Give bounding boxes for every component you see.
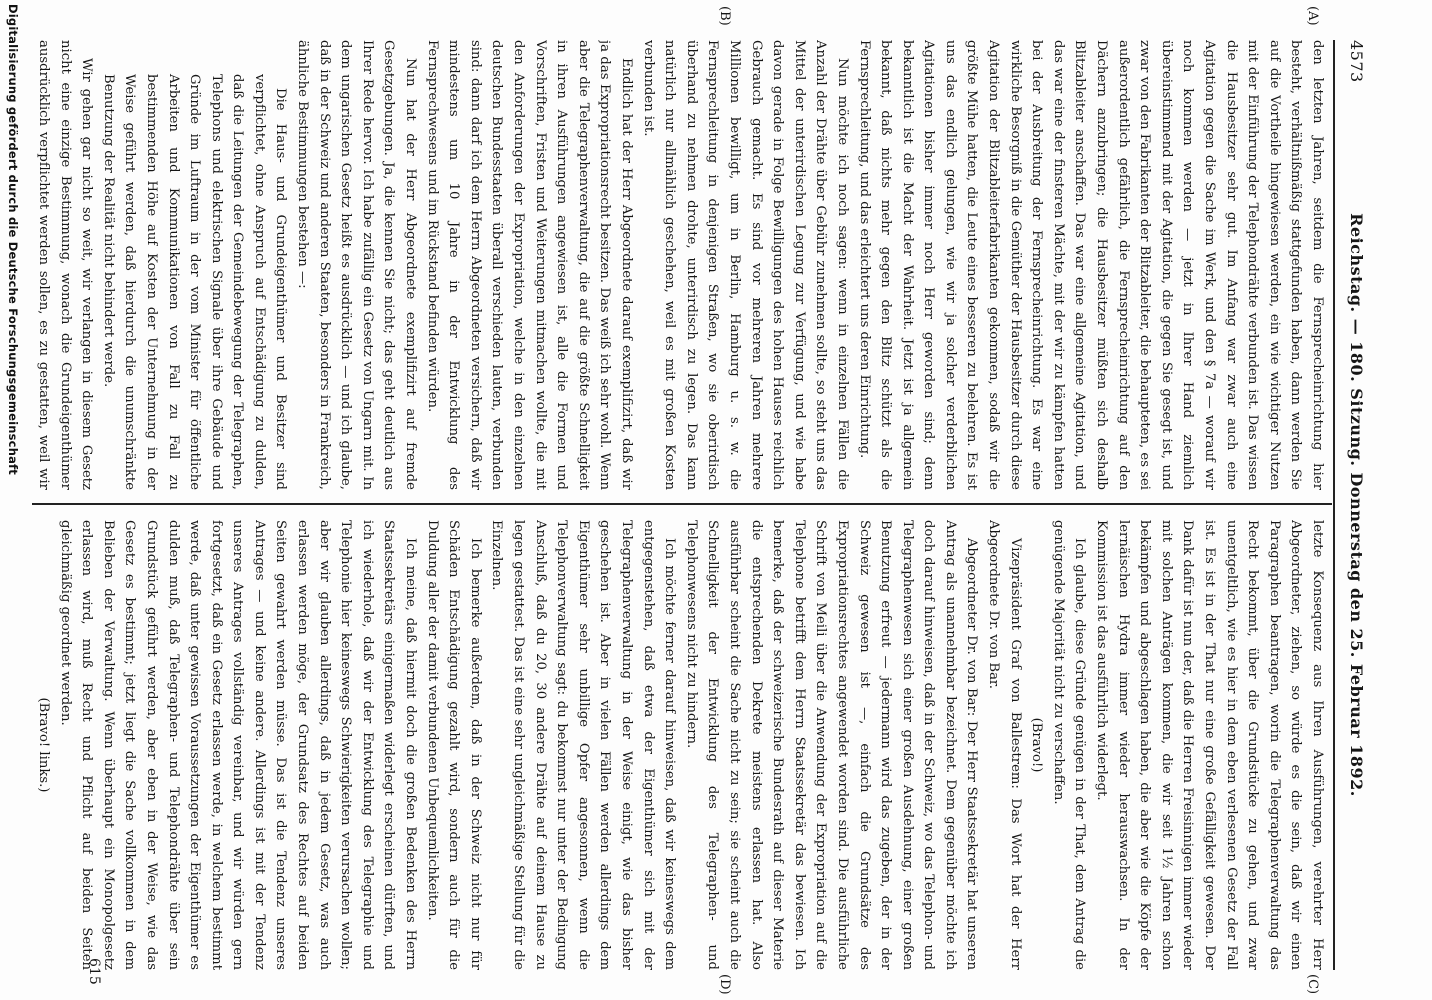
paragraph: Ich glaube, diese Gründe genügen in der That, dem Antrag die genügende Majorität nicht zu verschaffen. bbox=[1050, 520, 1088, 970]
paragraph: Wir gehen gar nicht so weit, wir verlangen in diesem Gesetz nicht eine einzige Bestimmung, wonach die Grundeigenthümer ausdrücklich verpflichtet werden sollen, es zu gestatten, weil wir bbox=[35, 40, 95, 490]
page-header bbox=[1336, 40, 1372, 970]
left-column bbox=[28, 40, 1328, 490]
digitization-watermark bbox=[0, 0, 42, 1000]
paragraph: Ich möchte ferner darauf hinweisen, daß wir keineswegs dem entgegenstehen, daß etwa der Eigenthümer sich mit der Telegraphenverwaltung in der Weise einigt, wie das bisher geschehen ist. Aber in vielen Fällen werden allerdings dem Eigenthümer sehr unbillige Opfer angesonnen, wenn die Telephonverwaltung sagt: du bekommst nur unter der Bedingung Anschluß, daß du 20, 30 andere Drähte auf deinem Hause zu legen gestattest. Das ist eine sehr ungleichmäßige Stellung für die Einzelnen. bbox=[489, 520, 678, 970]
page-number: 4573 bbox=[1347, 40, 1366, 83]
right-column bbox=[28, 520, 1328, 970]
margin-marker-b: (B) bbox=[717, 6, 732, 26]
paragraph: Ich bemerke außerdem, daß in der Schweiz nicht nur für Schäden Entschädigung gezahlt wird, sondern auch für die Duldung aller der damit verbundenen Unbequemlichkeiten. bbox=[424, 520, 483, 970]
applause-note: (Bravo!) bbox=[1029, 717, 1045, 773]
paragraph: letzte Konsequenz aus Ihren Ausführungen, verehrter Herr Abgeordneter, ziehen, so würde es die sein, daß wir einen Paragraphen beantragen, worin die Telegraphenverwaltung das Recht bekommt, über die Grundstücke zu gehen, und zwar unentgeltlich, wie es hier in dem eben verlesenen Gesetz der Fall ist. Es ist in der That nur eine große Gefälligkeit gewesen. Der Dank dafür ist nun der, daß die Herren Freisinnigen immer wieder mit solchen Anträgen kommen, die wir seit 1½ Jahren schon bekämpfen und abgeschlagen haben, die aber wie die Köpfe der lernäischen Hydra immer wieder herauswachsen. In der Kommission ist das ausführlich widerlegt. bbox=[1094, 520, 1325, 970]
margin-marker-c: (C) bbox=[1305, 974, 1320, 995]
footer-page-ref: 615 bbox=[86, 958, 102, 985]
paragraph: den letzten Jahren, seitdem die Fernsprecheinrichtung hier besteht, verhältnißmäßig stattgefunden haben, dann werden Sie auf die Vortheile hingewiesen werden, ein wie wichtiger Nutzen mit der Einführung der Telephondrähte verbunden ist. Das wissen die Hausbesitzer sehr gut. Im Anfang war zwar auch eine Agitation gegen die Sache im Werk, und den § 7a — worauf wir noch kommen werden — jetzt in Ihrer Hand ziemlich übereinstimmend mit der Agitation, die gegen Sie gesegt ist, und zwar von den Fabrikanten der Blitzableiter, die behaupteten, es sei außerordentlich gefährlich, die Fernsprecheinrichtung auf den Dächern anzubringen; die Hausbesitzer müßten sich deshalb Blitzableiter anschaffen. Das war eine allgemeine Agitation, und das war eine der finsteren Mächte, mit der wir zu kämpfen hatten bei der Ausbreitung der Fernsprecheinrichtung. Es war eine wirkliche Besorgniß in die Gemüther der Hausbesitzer durch diese Agitation der Blitzableiterfabrikanten gekommen, sodaß wir die größte Mühe hatten, die Leute eines besseren zu belehren. Es ist uns das endlich gelungen, wie wir ja solcher verderblichen Agitationen bisher immer noch Herr geworden sind; denn bekanntlich ist die Macht der Wahrheit. Jetzt ist ja allgemein bekannt, daß nichts mehr gegen den Blitz schützt als die Fernsprechleitung, und das erleichtert uns deren Einrichtung. bbox=[856, 40, 1325, 490]
watermark-text: Digitalisierung gefördert durch die Deutsche Forschungsgemeinschaft bbox=[6, 4, 20, 475]
margin-marker-a: (A) bbox=[1305, 6, 1320, 26]
speaker-paragraph: Abgeordneter Dr. von Bar: Der Herr Staatssekretär hat unseren Antrag als unannehmbar bezeichnet. Dem gegenüber möchte ich doch darauf hinweisen, daß in der Schweiz, wo das Telephon- und Telegraphenwesen sich einer großen Ausdehnung, einer großen Benutzung erfreut — jedermann wird das zugeben, der in der Schweiz gewesen ist —, einfach die Grundsätze des Expropriationsrechtes angewendet worden sind. Die ausführliche Schrift von Meili über die Anwendung der Expropriation auf die Telephone betrifft dem Herrn Staatssekretär das bewiesen. Ich bemerke, daß der schweizerische Bundesrath auf dieser Materie die entsprechenden Dekrete meistens erlassen hat. Also ausführbar scheint die Sache nicht zu sein; sie scheint auch die Schnelligkeit der Entwicklung des Telegraphen- und Telephonwesens nicht zu hindern. bbox=[683, 520, 980, 970]
header-rule bbox=[1333, 40, 1335, 970]
paragraph: Endlich hat der Herr Abgeordnete darauf exemplifizirt, daß wir ja das Expropriationsrecht besitzen. Das weiß ich sehr wohl. Wenn aber die Telegraphenverwaltung, die auf die größte Schnelligkeit in ihren Ausführungen angewiesen ist, alle die Formen und Vorschriften, Fristen und Weiterungen mitmachen wollte, die mit den Anforderungen der Expropriation, welche in den einzelnen deutschen Bundesstaaten überall verschieden lauten, verbunden sind: dann darf ich dem Herrn Abgeordneten versichern, daß wir mindestens um 10 Jahre in der Entwicklung des Fernsprechwesens und im Rückstand befinden würden. bbox=[424, 40, 634, 490]
quoted-law: Die Haus- und Grundeigenthümer und Besitzer sind verpflichtet, ohne Anspruch auf Entschädigung zu dulden, daß die Leitungen der Gemeindebewegung der Telegraphen, Telephons und elektrischen Signale über ihre Gebäude und Gründe im Luftraum in der vom Minister für öffentliche Arbeiten und Kommunikationen von Fall zu Fall zu bestimmenden Höhe auf Kosten der Unternehmung in der Weise geführt werden, daß hierdurch die unumschränkte Benutzung der Realität nicht behindert werde. bbox=[100, 74, 289, 490]
column-divider bbox=[32, 503, 1332, 505]
margin-marker-d: (D) bbox=[717, 974, 732, 995]
speaker-paragraph: Vizepräsident Graf von Ballestrem: Das Wort hat der Herr Abgeordnete Dr. von Bar. bbox=[986, 520, 1023, 970]
paragraph: Nun hat der Herr Abgeordnete exemplifizirt auf fremde Gesetzgebungen. Ja, die kennen Sie nicht; das geht deutlich aus Ihrer Rede hervor. Ich habe zufällig ein Gesetz von Ungarn mit. In dem ungarischen Gesetz heißt es ausdrücklich — und ich glaube, daß in der Schweiz und anderen Staaten, besonders in Frankreich, ähnliche Bestimmungen bestehen —: bbox=[295, 40, 419, 490]
paragraph: Nun möchte ich noch sagen: wenn in einzelnen Fällen die Anzahl der Drähte über Gebühr zunehmen sollte, so steht uns das Mittel der unterirdischen Legung zur Verfügung, und wie habe davon gerade in Folge Bewilligungen des hohen Hauses reichlich Gebrauch gemacht. Es sind vor mehreren Jahren mehrere Millionen bewilligt, um in Berlin, Hamburg u. s. w. die Fernsprechleitung in denjenigen Straßen, wo sie oberirdisch überhand zu nehmen drohte, unterirdisch zu legen. Das kann natürlich nur allmählich geschehen, weil es mit großen Kosten verbunden ist. bbox=[640, 40, 850, 490]
paragraph: Ich meine, daß hiermit doch die großen Bedenken des Herrn Staatssekretärs einigermaßen widerlegt erscheinen dürften, und ich wiederhole, daß wir der Entwicklung des Telegraphie und Telephonie hier keineswegs Schwierigkeiten verursachen wollen; aber wir glauben allerdings, daß in jedem Gesetz, was auch erlassen werden möge, der Grundsatz des Rechtes auf beiden Seiten gewahrt werden müsse. Das ist die Tendenz unseres Antrages — und keine andere. Allerdings ist mit der Tendenz unseres Antrages vollständig vereinbar, und wir würden gern fortgesetzt, daß ein Gesetz erlassen werde, in welchem bestimmt werde, daß unter gewissen Voraussetzungen der Eigenthümer es dulden muß, daß Telegraphen- und Telephondrähte über sein Grundstück geführt werden, aber eben in der Weise, wie das Gesetz es bestimmt; jetzt liegt die Sache vollkommen in dem Belieben der Verwaltung. Wenn überhaupt ein Monopolgesetz erlassen wird, muß Recht und Pflicht auf beiden Seiten gleichmäßig geordnet werden. bbox=[57, 520, 419, 970]
running-title: Reichstag. — 180. Sitzung. Donnerstag den 25. Februar 1892. bbox=[1347, 213, 1366, 797]
applause-note: (Bravo! links.) bbox=[35, 697, 51, 793]
